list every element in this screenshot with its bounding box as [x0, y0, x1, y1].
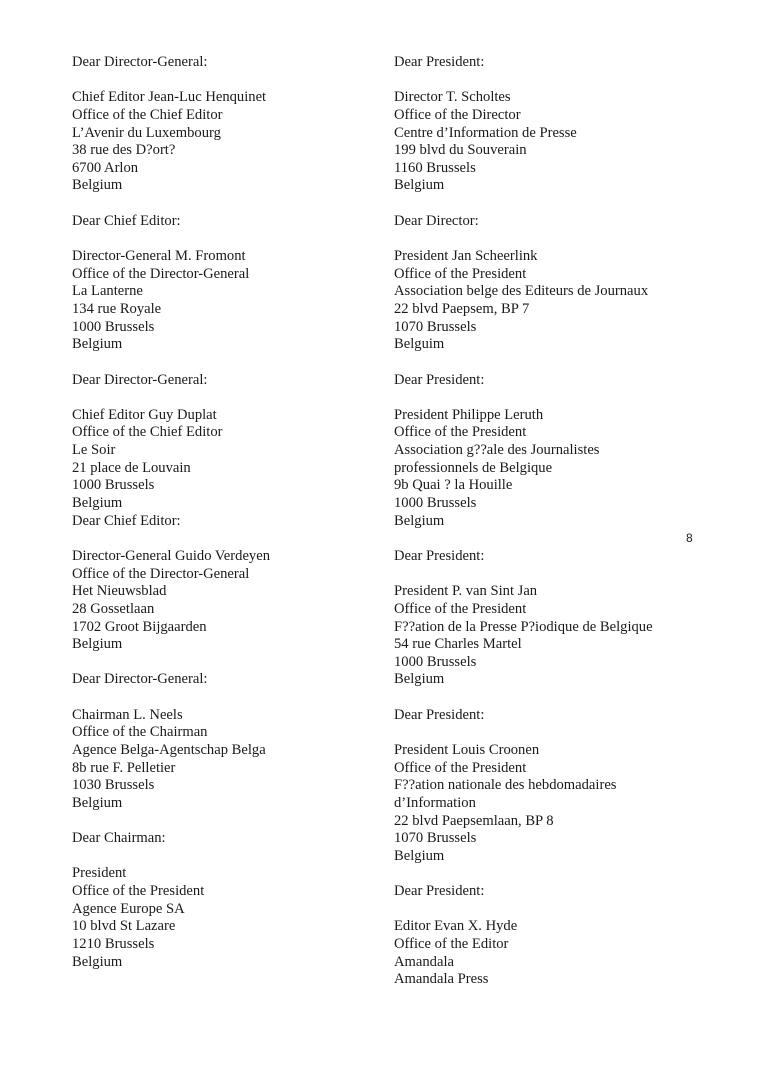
blank-line — [394, 195, 734, 213]
address-line: Chief Editor Jean-Luc Henquinet — [72, 89, 267, 106]
address-line: Belgium — [72, 495, 123, 512]
address-line: Director-General M. Fromont — [72, 248, 246, 265]
address-line: 1030 Brussels — [72, 777, 155, 794]
address-line: 1070 Brussels — [394, 830, 477, 847]
address-line: L’Avenir du Luxembourg — [72, 124, 221, 141]
address-line: Chief Editor Guy Duplat — [72, 406, 217, 423]
address-line: President Louis Croonen — [394, 741, 540, 758]
address-line: 22 blvd Paepsemlaan, BP 8 — [394, 812, 554, 829]
address-line: Belguim — [394, 336, 445, 353]
salutation-line: Dear Chief Editor: — [72, 512, 181, 529]
blank-line — [394, 724, 734, 742]
blank-line — [394, 389, 734, 407]
address-line: Belgium — [394, 847, 445, 864]
address-line: 28 Gossetlaan — [72, 600, 155, 617]
address-line: Belgium — [394, 671, 445, 688]
blank-line — [72, 230, 382, 248]
salutation-line: Dear Chief Editor: — [72, 212, 181, 229]
address-line: Office of the President — [72, 883, 205, 900]
salutation-line: Dear President: — [394, 547, 485, 564]
address-line: President Philippe Leruth — [394, 406, 544, 423]
address-line: Office of the Editor — [394, 936, 509, 953]
address-line: Agence Europe SA — [72, 900, 185, 917]
address-line: Director-General Guido Verdeyen — [72, 547, 270, 564]
address-line: Agence Belga-Agentschap Belga — [72, 741, 266, 758]
address-line: 38 rue des D?ort? — [72, 142, 176, 159]
address-line: Chairman L. Neels — [72, 706, 183, 723]
address-line: 9b Quai ? la Houille — [394, 477, 513, 494]
blank-line — [72, 530, 382, 548]
address-line: 1210 Brussels — [72, 936, 155, 953]
address-line: Association g??ale des Journalistes — [394, 442, 600, 459]
blank-line — [72, 813, 382, 831]
address-line: Belgium — [72, 636, 123, 653]
salutation-line: Dear President: — [394, 371, 485, 388]
blank-line — [394, 865, 734, 883]
address-line: 1070 Brussels — [394, 318, 477, 335]
blank-line — [394, 230, 734, 248]
address-line: Office of the President — [394, 424, 527, 441]
address-line: 8b rue F. Pelletier — [72, 759, 176, 776]
right-address-column — [394, 54, 734, 989]
address-line: President — [72, 865, 127, 882]
address-line: F??ation de la Presse P?iodique de Belgique — [394, 618, 653, 635]
salutation-line: Dear President: — [394, 54, 485, 70]
address-line: Office of the Chief Editor — [72, 106, 223, 123]
page-number: 8 — [686, 531, 693, 545]
blank-line — [72, 848, 382, 866]
address-line: d’Information — [394, 794, 476, 811]
address-line: 1000 Brussels — [394, 495, 477, 512]
blank-line — [72, 354, 382, 372]
blank-line — [72, 389, 382, 407]
address-line: Association belge des Editeurs de Journaux — [394, 283, 649, 300]
blank-line — [394, 530, 734, 548]
address-line: 199 blvd du Souverain — [394, 142, 527, 159]
address-line: Office of the President — [394, 265, 527, 282]
address-line: 1000 Brussels — [72, 318, 155, 335]
address-line: Office of the Director-General — [72, 565, 250, 582]
blank-line — [394, 354, 734, 372]
address-line: professionnels de Belgique — [394, 459, 553, 476]
left-address-column — [72, 54, 382, 971]
salutation-line: Dear President: — [394, 883, 485, 900]
address-line: Director T. Scholtes — [394, 89, 511, 106]
address-line: 21 place de Louvain — [72, 459, 191, 476]
address-line: Belgium — [72, 794, 123, 811]
address-line: Office of the Director-General — [72, 265, 250, 282]
blank-line — [72, 654, 382, 672]
blank-line — [72, 72, 382, 90]
address-line: Office of the Director — [394, 106, 521, 123]
address-line: Belgium — [72, 336, 123, 353]
salutation-line: Dear Director-General: — [72, 54, 208, 70]
blank-line — [394, 901, 734, 919]
salutation-line: Dear Director: — [394, 212, 479, 229]
address-line: Belgium — [72, 953, 123, 970]
address-line: Belgium — [394, 512, 445, 529]
address-line: President P. van Sint Jan — [394, 583, 538, 600]
address-line: President Jan Scheerlink — [394, 248, 538, 265]
address-line: Office of the President — [394, 759, 527, 776]
address-line: Het Nieuwsblad — [72, 583, 167, 600]
address-line: Le Soir — [72, 442, 116, 459]
address-line: 1000 Brussels — [72, 477, 155, 494]
address-line: 10 blvd St Lazare — [72, 918, 176, 935]
blank-line — [394, 72, 734, 90]
address-line: Office of the Chief Editor — [72, 424, 223, 441]
salutation-line: Dear Chairman: — [72, 830, 166, 847]
address-line: 1702 Groot Bijgaarden — [72, 618, 207, 635]
address-line: La Lanterne — [72, 283, 143, 300]
blank-line — [72, 689, 382, 707]
address-line: F??ation nationale des hebdomadaires — [394, 777, 617, 794]
address-line: 1000 Brussels — [394, 653, 477, 670]
address-line: Editor Evan X. Hyde — [394, 918, 518, 935]
address-line: 134 rue Royale — [72, 300, 162, 317]
salutation-line: Dear President: — [394, 706, 485, 723]
address-line: Amandala Press — [394, 971, 489, 988]
salutation-line: Dear Director-General: — [72, 371, 208, 388]
blank-line — [394, 689, 734, 707]
address-line: 1160 Brussels — [394, 159, 476, 176]
address-line: 22 blvd Paepsem, BP 7 — [394, 300, 530, 317]
address-line: Belgium — [72, 177, 123, 194]
address-line: Centre d’Information de Presse — [394, 124, 577, 141]
address-line: Belgium — [394, 177, 445, 194]
address-line: Amandala — [394, 953, 454, 970]
address-line: Office of the President — [394, 600, 527, 617]
salutation-line: Dear Director-General: — [72, 671, 208, 688]
blank-line — [72, 195, 382, 213]
address-line: 6700 Arlon — [72, 159, 139, 176]
blank-line — [394, 566, 734, 584]
address-line: 54 rue Charles Martel — [394, 636, 522, 653]
address-line: Office of the Chairman — [72, 724, 208, 741]
